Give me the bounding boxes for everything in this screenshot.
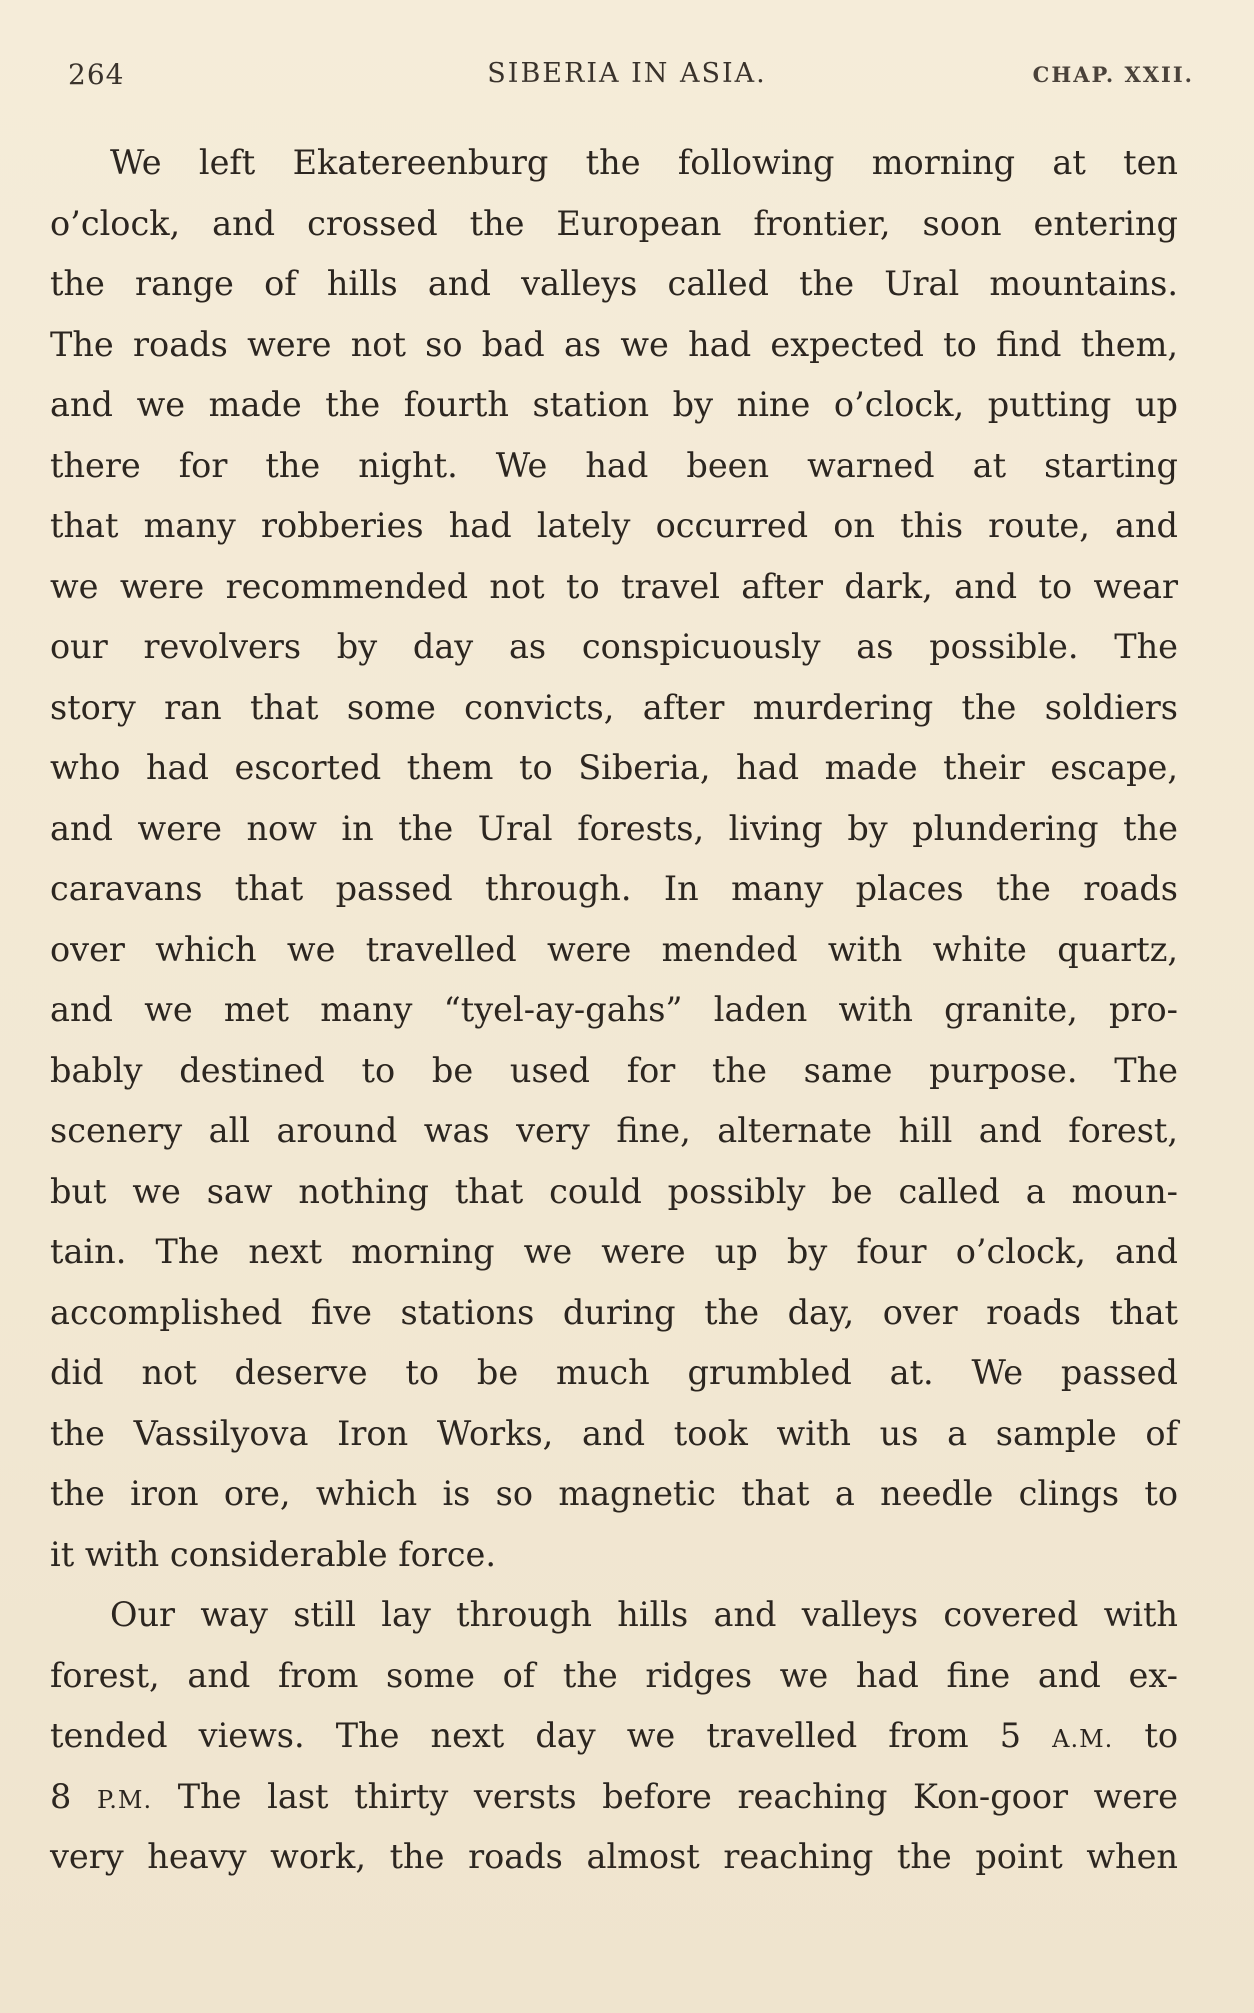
text-line: bably destined to be used for the same purpose. The [50, 1050, 1178, 1090]
text-line: who had escorted them to Siberia, had made their escape, [50, 748, 1178, 787]
text-line: accomplished five stations during the day, over roads that [50, 1292, 1178, 1332]
running-title: SIBERIA IN ASIA. [487, 58, 767, 89]
text-line: forest, and from some of the ridges we had fine and ex- [50, 1655, 1178, 1695]
text-line: the Vassilyova Iron Works, and took with us a sample of [50, 1413, 1178, 1453]
page-number: 264 [68, 58, 125, 91]
text-line: and were now in the Ural forests, living by plundering the [50, 808, 1178, 848]
chapter-label: CHAP. XXII. [1032, 62, 1194, 87]
text-line: story ran that some convicts, after murdering the soldiers [50, 687, 1178, 727]
text-line: that many robberies had lately occurred on this route, and [50, 506, 1178, 545]
text-line: caravans that passed through. In many places the roads [50, 869, 1178, 908]
body-text [50, 133, 1178, 1888]
text-line: o’clock, and crossed the European frontier, soon entering [50, 203, 1178, 243]
text-line: did not deserve to be much grumbled at. We passed [50, 1353, 1178, 1392]
time-am: A.M. [1052, 1725, 1114, 1753]
text-line: we were recommended not to travel after dark, and to wear [50, 566, 1178, 606]
text-line: tain. The next morning we were up by four o’clock, and [50, 1232, 1178, 1271]
text-line: very heavy work, the roads almost reaching the point when [50, 1837, 1178, 1876]
text-line: We left Ekatereenburg the following morning at ten [110, 143, 1178, 182]
text-line: The roads were not so bad as we had expected to find them, [50, 324, 1178, 364]
time-pm: P.M. [96, 1785, 153, 1814]
text-line: but we saw nothing that could possibly be called a moun- [50, 1171, 1178, 1211]
text-line: the iron ore, which is so magnetic that a needle clings to [50, 1474, 1178, 1513]
text-fragment: to [1144, 1716, 1178, 1755]
text-line: and we met many “tyel-ay-gahs” laden with granite, pro- [50, 990, 1178, 1029]
text-line: our revolvers by day as conspicuously as possible. The [50, 627, 1178, 666]
text-line: the range of hills and valleys called the Ural mountains. [50, 264, 1178, 303]
text-line: scenery all around was very fine, alternate hill and forest, [50, 1111, 1178, 1150]
text-line: Our way still lay through hills and valleys covered with [110, 1595, 1178, 1634]
text-line: it with considerable force. [50, 1534, 497, 1574]
text-fragment: The last thirty versts before reaching Kon-goor were [177, 1776, 1179, 1816]
time-hour: 8 [50, 1776, 72, 1816]
text-line: and we made the fourth station by nine o’clock, putting up [50, 385, 1178, 424]
text-line [50, 1706, 1178, 1767]
text-fragment: tended views. The next day we travelled from 5 [50, 1716, 1022, 1755]
text-line [50, 1767, 1178, 1828]
text-line: there for the night. We had been warned at starting [50, 445, 1178, 485]
page-header [60, 58, 1194, 98]
text-line: over which we travelled were mended with white quartz, [50, 929, 1178, 969]
